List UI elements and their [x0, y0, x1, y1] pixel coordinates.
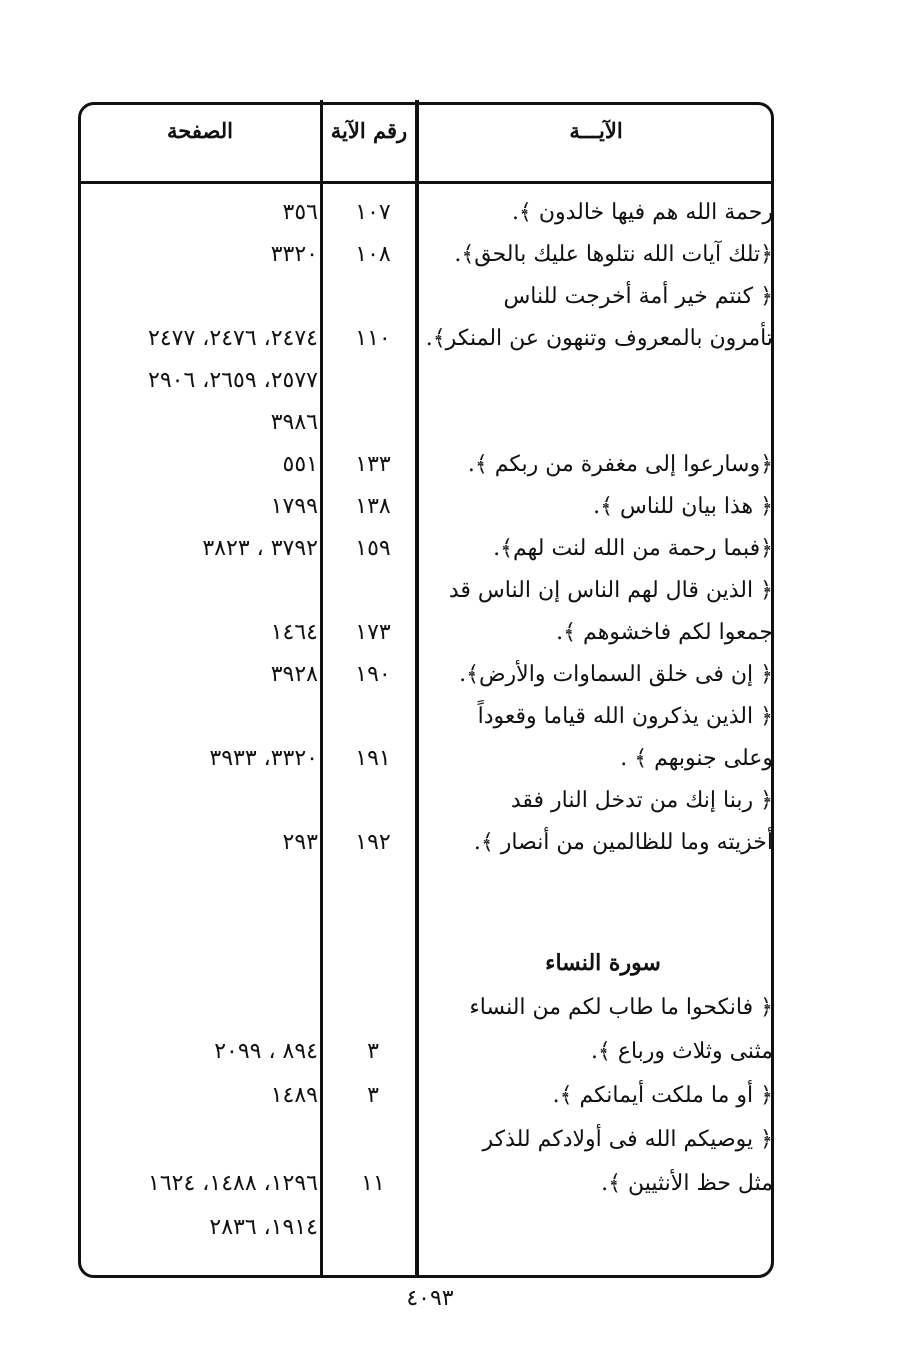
- page-refs: [78, 988, 318, 1028]
- column-divider: [320, 100, 323, 1278]
- ayah-number: ١٩٢: [355, 830, 391, 855]
- ayah-number: [330, 697, 416, 737]
- verse-text: ﴿ يوصيكم الله فى أولادكم للذكر: [482, 1127, 773, 1152]
- page-refs: ٢٤٧٤، ٢٤٧٦، ٢٤٧٧: [148, 326, 318, 351]
- verse-text: جمعوا لكم فاخشوهم ﴾.: [556, 620, 773, 645]
- page-refs: ١٢٩٦، ١٤٨٨، ١٦٢٤: [148, 1171, 318, 1196]
- verse-text: رحمة الله هم فيها خالدون ﴾.: [511, 200, 773, 225]
- ayah-number: ١٧٣: [355, 620, 391, 645]
- verse-text: ﴿وسارعوا إلى مغفرة من ربكم ﴾.: [467, 452, 773, 477]
- ayah-number: [330, 1208, 416, 1248]
- ayah-number: ١١٠: [355, 326, 391, 351]
- verse-text: [433, 361, 773, 401]
- verse-text: وعلى جنوبهم ﴾ .: [620, 746, 773, 771]
- verse-text: تأمرون بالمعروف وتنهون عن المنكر﴾.: [425, 326, 773, 351]
- ayah-number: ٣: [367, 1039, 379, 1064]
- page-refs: ١٧٩٩: [270, 494, 318, 519]
- ayah-number: [330, 571, 416, 611]
- ayah-number: ١١: [361, 1171, 385, 1196]
- page-refs: ٣٩٨٦: [270, 410, 318, 435]
- page-refs: [78, 571, 318, 611]
- verse-text: مثنى وثلاث ورباع ﴾.: [590, 1039, 773, 1064]
- page-refs: [78, 277, 318, 317]
- ayah-number: ١٣٣: [355, 452, 391, 477]
- ayah-number: [330, 277, 416, 317]
- page-refs: ٢٩٣: [282, 830, 318, 855]
- header-verse: الآيـــة: [569, 118, 623, 143]
- ayah-number: [330, 988, 416, 1028]
- page-refs: ٢٥٧٧، ٢٦٥٩، ٢٩٠٦: [148, 368, 318, 393]
- page-refs: ١٤٨٩: [270, 1083, 318, 1108]
- verse-text: ﴿فبما رحمة من الله لنت لهم﴾.: [493, 536, 773, 561]
- page-refs: ٣٣٢٠، ٣٩٣٣: [209, 746, 318, 771]
- verse-text: ﴿ إن فى خلق السماوات والأرض﴾.: [459, 662, 773, 687]
- page-refs: [78, 781, 318, 821]
- ayah-number: [330, 361, 416, 401]
- page-refs: ٥٥١: [282, 452, 318, 477]
- header-divider: [78, 181, 774, 184]
- verse-text: ﴿ الذين قال لهم الناس إن الناس قد: [448, 578, 773, 603]
- ayah-number: ١٠٧: [355, 200, 391, 225]
- ayah-number: ٣: [367, 1083, 379, 1108]
- ayah-number: [330, 1120, 416, 1160]
- ayah-number: ١٩١: [355, 746, 391, 771]
- ayah-number: ١٠٨: [355, 242, 391, 267]
- verse-text: ﴿ فانكحوا ما طاب لكم من النساء: [469, 995, 773, 1020]
- verse-text: ﴿ ربنا إنك من تدخل النار فقد: [510, 788, 773, 813]
- ayah-number: ١٣٨: [355, 494, 391, 519]
- page-refs: ٣٣٢٠: [270, 242, 318, 267]
- verse-text: أخزيته وما للظالمين من أنصار ﴾.: [473, 830, 773, 855]
- surah-title: سورة النساء: [545, 950, 661, 976]
- verse-text: [433, 403, 773, 443]
- page-refs: ٣٥٦: [282, 200, 318, 225]
- page-refs: ١٩١٤، ٢٨٣٦: [209, 1215, 318, 1240]
- verse-text: مثل حظ الأنثيين ﴾.: [601, 1171, 773, 1196]
- page-refs: [78, 1120, 318, 1160]
- ayah-number: [330, 781, 416, 821]
- header-page: الصفحة: [167, 118, 233, 143]
- page-refs: ١٤٦٤: [270, 620, 318, 645]
- page-refs: ٨٩٤ ، ٢٠٩٩: [214, 1039, 318, 1064]
- verse-text: ﴿ أو ما ملكت أيمانكم ﴾.: [552, 1083, 773, 1108]
- page-refs: [78, 697, 318, 737]
- ayah-number: [330, 403, 416, 443]
- page-refs: ٣٩٢٨: [270, 662, 318, 687]
- verse-text: ﴿ الذين يذكرون الله قياما وقعوداً: [477, 704, 773, 729]
- page-number: ٤٠٩٣: [406, 1286, 454, 1311]
- ayah-number: ١٩٠: [355, 662, 391, 687]
- verse-text: ﴿ هذا بيان للناس ﴾.: [593, 494, 773, 519]
- verse-text: [433, 1208, 773, 1248]
- header-ayah-number: رقم الآية: [330, 118, 408, 143]
- verse-text: ﴿ كنتم خير أمة أخرجت للناس: [503, 284, 773, 309]
- verse-text: ﴿تلك آيات الله نتلوها عليك بالحق﴾.: [454, 242, 773, 267]
- ayah-number: ١٥٩: [355, 536, 391, 561]
- page-refs: ٣٧٩٢ ، ٣٨٢٣: [202, 536, 318, 561]
